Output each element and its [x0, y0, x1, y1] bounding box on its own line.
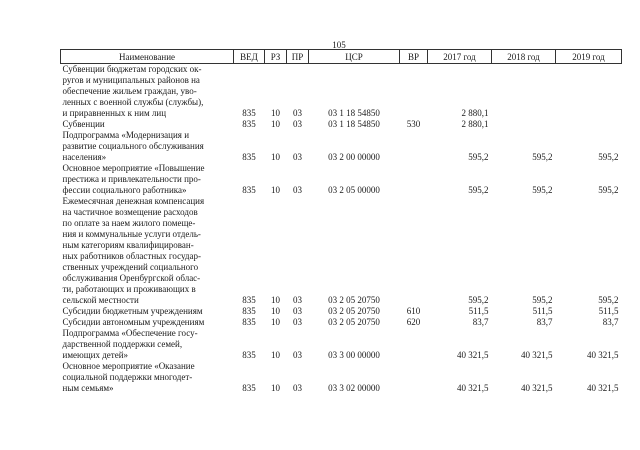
cell-name — [61, 306, 234, 317]
name-line: и приравненных к ним лиц — [62, 108, 167, 118]
cell-name — [61, 119, 234, 130]
header-vr: ВР — [400, 50, 428, 64]
table-row — [61, 163, 622, 196]
cell-2019: 40 321,5 — [587, 350, 619, 360]
header-rz: РЗ — [265, 50, 287, 64]
cell-vr — [400, 64, 428, 120]
table-row — [61, 130, 622, 163]
cell-rz: 10 — [271, 185, 280, 195]
cell-vr — [400, 196, 428, 306]
name-line: ти, работающих и проживающих в — [62, 284, 196, 294]
cell-pr: 03 — [293, 119, 302, 129]
cell-pr: 03 — [293, 295, 302, 305]
cell-2017: 511,5 — [468, 306, 489, 316]
name-line: ленных с военной службы (службы), — [62, 97, 204, 107]
budget-table — [60, 49, 622, 394]
table-row — [61, 119, 622, 130]
cell-vr — [400, 163, 428, 196]
cell-csr: 03 3 00 00000 — [328, 350, 380, 360]
name-line: ным семьям» — [62, 383, 114, 393]
name-line: ных работников областных государ- — [62, 251, 202, 261]
cell-2018: 40 321,5 — [521, 383, 553, 393]
cell-2019: 595,2 — [598, 185, 619, 195]
cell-csr: 03 2 05 20750 — [328, 295, 380, 305]
cell-2018: 595,2 — [532, 295, 553, 305]
cell-pr: 03 — [293, 350, 302, 360]
cell-csr: 03 1 18 54850 — [328, 119, 380, 129]
cell-2017: 83,7 — [472, 317, 489, 327]
table-row — [61, 328, 622, 361]
cell-2017: 595,2 — [468, 295, 489, 305]
name-line: обеспечение жильем граждан, уво- — [62, 86, 197, 96]
table-body — [61, 64, 622, 395]
name-line: сельской местности — [62, 295, 139, 305]
name-line: ругов и муниципальных районов на — [62, 75, 200, 85]
name-line: развитие социального обслуживания — [62, 141, 204, 151]
cell-ved: 835 — [242, 350, 256, 360]
cell-ved: 835 — [242, 185, 256, 195]
name-line: Ежемесячная денежная компенсация — [62, 196, 205, 206]
cell-ved: 835 — [242, 295, 256, 305]
cell-name — [61, 163, 234, 196]
cell-csr: 03 2 05 20750 — [328, 306, 380, 316]
name-line: фессии социального работника» — [62, 185, 187, 195]
cell-rz: 10 — [271, 152, 280, 162]
cell-name — [61, 64, 234, 120]
cell-csr: 03 2 05 20750 — [328, 317, 380, 327]
cell-rz: 10 — [271, 108, 280, 118]
cell-2017: 2 880,1 — [461, 119, 489, 129]
header-2017: 2017 год — [428, 50, 492, 64]
table-row — [61, 361, 622, 394]
cell-ved: 835 — [242, 108, 256, 118]
cell-vr: 530 — [406, 119, 421, 129]
cell-vr — [400, 328, 428, 361]
cell-2019: 83,7 — [602, 317, 619, 327]
cell-2018: 511,5 — [532, 306, 553, 316]
name-line: Субсидии автономным учреждениям — [62, 317, 205, 327]
name-line: ния и коммунальные услуги отдель- — [62, 229, 201, 239]
cell-rz: 10 — [271, 383, 280, 393]
table-row — [61, 196, 622, 306]
cell-2017: 40 321,5 — [457, 350, 489, 360]
cell-csr: 03 2 05 00000 — [328, 185, 380, 195]
cell-2018 — [492, 119, 556, 130]
cell-pr: 03 — [293, 185, 302, 195]
name-line: Основное мероприятие «Оказание — [62, 361, 195, 371]
cell-ved: 835 — [242, 317, 256, 327]
name-line: престижа и привлекательности про- — [62, 174, 201, 184]
cell-2019: 595,2 — [598, 152, 619, 162]
cell-name — [61, 328, 234, 361]
cell-rz: 10 — [271, 295, 280, 305]
cell-pr: 03 — [293, 383, 302, 393]
name-line: по оплате за наем жилого помеще- — [62, 218, 196, 228]
name-line: на частичное возмещение расходов — [62, 207, 198, 217]
page-number: 105 — [332, 40, 346, 50]
cell-2019 — [556, 119, 622, 130]
cell-ved: 835 — [242, 119, 256, 129]
header-pr: ПР — [287, 50, 309, 64]
cell-2017: 595,2 — [468, 152, 489, 162]
name-line: Субвенции — [62, 119, 105, 129]
cell-rz: 10 — [271, 306, 280, 316]
cell-2019: 511,5 — [598, 306, 619, 316]
cell-2018: 595,2 — [532, 185, 553, 195]
cell-2017: 595,2 — [468, 185, 489, 195]
cell-vr: 620 — [406, 317, 421, 327]
cell-name — [61, 130, 234, 163]
cell-ved: 835 — [242, 152, 256, 162]
name-line: Подпрограмма «Обеспечение госу- — [62, 328, 198, 338]
cell-rz: 10 — [271, 350, 280, 360]
cell-2018: 83,7 — [536, 317, 553, 327]
cell-csr: 03 1 18 54850 — [328, 108, 380, 118]
name-line: Подпрограмма «Модернизация и — [62, 130, 190, 140]
name-line: населения» — [62, 152, 107, 162]
cell-2019 — [556, 64, 622, 120]
table-row — [61, 317, 622, 328]
cell-2019: 40 321,5 — [587, 383, 619, 393]
name-line: Основное мероприятие «Повышение — [62, 163, 205, 173]
name-line: Субсидии бюджетным учреждениям — [62, 306, 203, 316]
table-row — [61, 64, 622, 120]
cell-vr — [400, 361, 428, 394]
cell-pr: 03 — [293, 317, 302, 327]
name-line: имеющих детей» — [62, 350, 129, 360]
name-line: Субвенции бюджетам городских ок- — [62, 64, 202, 74]
name-line: дарственной поддержки семей, — [62, 339, 183, 349]
cell-pr: 03 — [293, 108, 302, 118]
cell-vr — [400, 130, 428, 163]
cell-2017: 2 880,1 — [461, 108, 489, 118]
cell-2017: 40 321,5 — [457, 383, 489, 393]
cell-2018: 595,2 — [532, 152, 553, 162]
cell-name — [61, 317, 234, 328]
header-ved: ВЕД — [234, 50, 265, 64]
cell-name — [61, 361, 234, 394]
cell-ved: 835 — [242, 306, 256, 316]
name-line: ственных учреждений социального — [62, 262, 199, 272]
table-row — [61, 306, 622, 317]
cell-vr: 610 — [406, 306, 421, 316]
header-csr: ЦСР — [309, 50, 400, 64]
budget-table-container — [60, 49, 621, 394]
cell-pr: 03 — [293, 152, 302, 162]
cell-ved: 835 — [242, 383, 256, 393]
header-2019: 2019 год — [556, 50, 622, 64]
name-line: ным категориям квалифицирован- — [62, 240, 194, 250]
cell-pr: 03 — [293, 306, 302, 316]
cell-2019: 595,2 — [598, 295, 619, 305]
cell-csr: 03 3 02 00000 — [328, 383, 380, 393]
cell-rz: 10 — [271, 119, 280, 129]
header-2018: 2018 год — [492, 50, 556, 64]
cell-csr: 03 2 00 00000 — [328, 152, 380, 162]
cell-rz: 10 — [271, 317, 280, 327]
name-line: обслуживания Оренбургской облас- — [62, 273, 201, 283]
name-line: социальной поддержки многодет- — [62, 372, 193, 382]
cell-2018 — [492, 64, 556, 120]
cell-2018: 40 321,5 — [521, 350, 553, 360]
cell-name — [61, 196, 234, 306]
header-name: Наименование — [61, 50, 234, 64]
header-row — [61, 50, 622, 64]
